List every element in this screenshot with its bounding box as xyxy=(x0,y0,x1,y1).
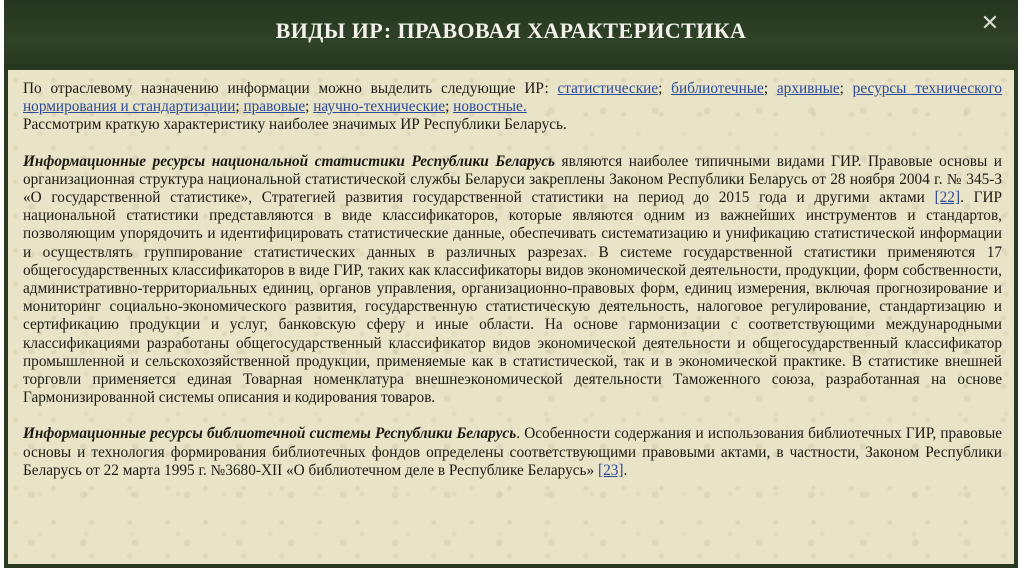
stats-text-continued: . ГИР национальной статистики представляются в виде классификаторов, которые являются одним из важнейших инструментов и стандартов, позволяющим упорядочить и идентифицировать статистические данные, обеспечивать систематизацию и унификацию статистической информации и осуществлять группирование статистических данных в различных разрезах. В системе государственной статистики применяются 17 общегосударственных классификаторов в виде ГИР, таких как классификаторы видов экономической деятельности, продукции, форм собственности, административно-территориальных единиц, органов управления, организационно-правовых форм, единиц измерения, включая прогнозирование и мониторинг социально-экономического развития, государственную статистическую деятельность, налоговое регулирование, стандартизацию и сертификацию продукции и услуг, банковскую сферу и иные области. На основе гармонизации с соответствующими международными классификациями разработаны общегосударственный классификатор видов экономической деятельности и общегосударственный классификатор промышленной и сельскохозяйственной продукции, применяемые как в статистической, так и в экономической практике. В статистике внешней торговли применяется единая Товарная номенклатура внешнеэкономической деятельности Таможенного союза, разработанная на основе Гармонизированной системы описания и кодирования товаров. xyxy=(23,189,1002,407)
separator: ; xyxy=(305,98,314,116)
intro-lead: По отраслевому назначению информации можно выделить следующие ИР: xyxy=(23,80,558,97)
link-statistical[interactable]: статистические xyxy=(557,80,659,97)
link-library[interactable]: библиотечные xyxy=(671,80,764,97)
stats-text: являются наиболее типичными видами ГИР. Правовые основы и организационная структура национальной статистической службы Беларуси закреплены Законом Республики Беларусь от 28 ноября 2004 г. № 345-З «О государственной статистике», Стратегией развития государственной статистики на период до 2015 года и другими актами xyxy=(23,152,1002,207)
link-tech-standards[interactable]: ресурсы технического нормирования и стандартизации xyxy=(23,80,1003,116)
reference-link-22[interactable]: [22] xyxy=(934,189,961,207)
separator: ; xyxy=(658,80,672,97)
paragraph-gap xyxy=(23,407,1002,425)
link-archive[interactable]: архивные xyxy=(776,80,840,97)
slide-window xyxy=(4,0,1018,568)
slide-header xyxy=(4,0,1018,68)
close-icon[interactable]: ✕ xyxy=(980,11,1000,36)
stats-paragraph xyxy=(23,153,1002,408)
library-text-end: . xyxy=(623,461,628,479)
separator: ; xyxy=(235,98,244,116)
library-heading: Информационные ресурсы библиотечной системы Республики Беларусь xyxy=(23,425,517,443)
intro-paragraph xyxy=(23,80,1002,116)
library-text: . Особенности содержания и использования библиотечных ГИР, правовые основы и технология формирования библиотечных фондов определены соответствующими правовыми актами, в частности, Законом Республики Беларусь от 22 марта 1995 г. №3680-XII «О библиотечном деле в Республике Беларусь» xyxy=(23,425,1003,479)
separator: ; xyxy=(445,98,454,116)
slide-title: ВИДЫ ИР: ПРАВОВАЯ ХАРАКТЕРИСТИКА xyxy=(275,18,747,43)
link-legal[interactable]: правовые xyxy=(243,98,306,116)
stats-heading: Информационные ресурсы национальной статистики Республики Беларусь xyxy=(23,152,555,170)
link-news[interactable]: новостные. xyxy=(453,98,527,116)
paragraph-gap xyxy=(23,135,1002,153)
content-panel xyxy=(8,70,1014,564)
separator: ; xyxy=(839,80,853,97)
intro-second-line: Рассмотрим краткую характеристику наиболее значимых ИР Республики Беларусь. xyxy=(23,116,567,134)
link-scitech[interactable]: научно-технические xyxy=(313,98,446,116)
library-paragraph xyxy=(23,425,1002,480)
reference-link-23[interactable]: [23] xyxy=(597,461,624,479)
separator: ; xyxy=(763,80,777,97)
